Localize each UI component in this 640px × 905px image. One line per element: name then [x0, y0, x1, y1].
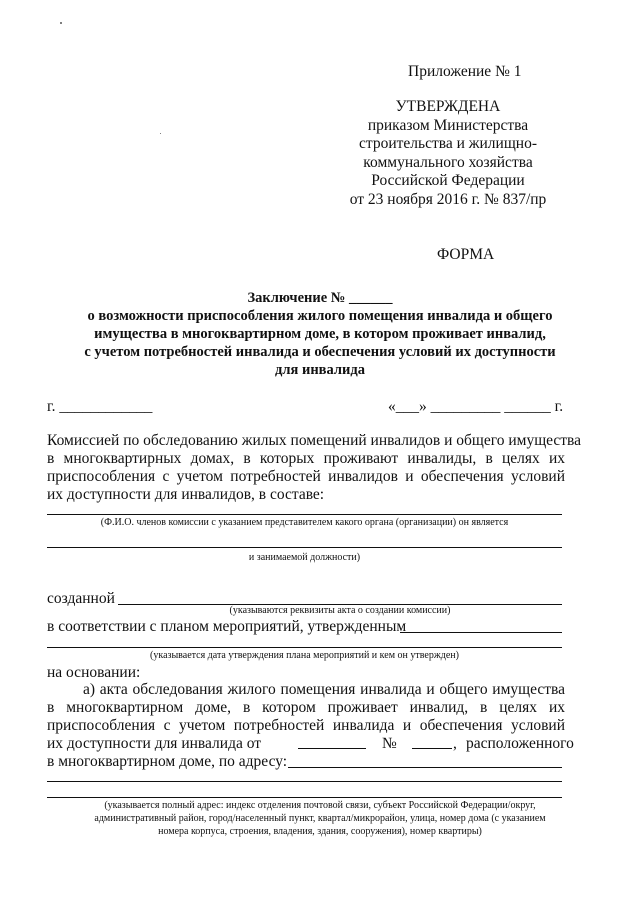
commission-text-line: их доступности для инвалидов, в составе:: [47, 486, 325, 503]
approved-heading: УТВЕРЖДЕНА: [395, 98, 501, 115]
title-line: имущества в многоквартирном доме, в котором проживает инвалид,: [94, 326, 546, 342]
commission-text-line: приспособления с учетом потребностей инвалидов и обеспечения условий: [47, 468, 565, 485]
fill-line: [298, 748, 366, 749]
basis-text-line: расположенного: [466, 735, 574, 752]
address-label: в многоквартирном доме, по адресу:: [47, 753, 288, 770]
basis-label: на основании:: [47, 664, 141, 681]
fill-line: [412, 748, 452, 749]
fill-line: [47, 797, 562, 798]
approval-line: строительства и жилищно-: [359, 135, 537, 152]
basis-text-line: приспособления с учетом потребностей инвалида и обеспечения условий: [47, 717, 565, 734]
approval-line: коммунального хозяйства: [363, 153, 533, 171]
fill-line: [47, 781, 562, 782]
scan-speck: [60, 22, 62, 24]
members-caption: (Ф.И.О. членов комиссии с указанием представителем какого органа (организации) он является: [100, 517, 509, 528]
scan-speck: [160, 133, 161, 134]
basis-text-line: а) акта обследования жилого помещения инвалида и общего имущества: [83, 681, 565, 698]
address-caption: номера корпуса, строения, владения, здания, сооружения), номер квартиры): [158, 826, 482, 837]
basis-text-line: их доступности для инвалида от: [47, 735, 262, 752]
basis-text-line: в многоквартирном доме, в котором проживает инвалид, в целях их: [47, 699, 565, 716]
plan-label: в соответствии с планом мероприятий, утвержденным: [47, 618, 407, 635]
approval-line: приказом Министерства: [367, 116, 529, 134]
fill-line: [47, 647, 562, 648]
title-line: с учетом потребностей инвалида и обеспечения условий их доступности: [84, 344, 556, 360]
appendix-label: Приложение № 1: [408, 63, 522, 80]
commission-text-line: Комиссией по обследованию жилых помещений инвалидов и общего имущества: [47, 432, 582, 449]
form-label: ФОРМА: [437, 246, 495, 263]
fill-line: [47, 514, 562, 515]
fill-line: [288, 767, 562, 768]
document-page: Приложение № 1 УТВЕРЖДЕНА приказом Министерства строительства и жилищно- коммунального хозяйства Российской Федерации от 23 ноября 2016 г. № 837/пр ФОРМА Заключение № ______ о возможности приспособления жилого помещения инвалида и общего имущества в многоквартирном доме, в котором проживает инвалид, с учетом потребностей инвалида и обеспечения условий их доступности для инвалида г. ____________ «___» _________ ______ г. Комиссией по обследованию жилых помещений инвалидов и общего имущества в многоквартирных домах, в которых проживают инвалиды, в целях их приспособления с учетом потребностей инвалидов и обеспечения условий их доступности для инвалидов, в составе: (Ф.И.О. членов комиссии с указанием представителем какого органа (организации) он является и занимаемой должности) созданной (указываются реквизиты акта о создании комиссии) в соответствии с планом мероприятий, утвержденным (указывается дата утверждения плана мероприятий и кем он утвержден) на основании: а) акта обследования жилого помещения инвалида и общего имущества в многоквартирном доме, в котором проживает инвалид, в целях их приспособления с учетом потребностей инвалида и обеспечения условий их доступности для инвалида от № , расположенного в многоквартирном доме, по адресу: (указывается полный адрес: индекс отделения почтовой связи, субъект Российской Федерации/округ, административный район, город/населенный пункт, квартал/микрорайон, улица, номер дома (с указанием номера корпуса, строения, владения, здания, сооружения), номер квартиры): [0, 0, 640, 905]
commission-text-line: в многоквартирных домах, в которых проживают инвалиды, в целях их: [47, 450, 565, 467]
approval-order-date: от 23 ноября 2016 г. № 837/пр: [349, 190, 547, 208]
conclusion-title: Заключение № ______: [247, 290, 393, 306]
fill-line: [400, 632, 562, 633]
created-label: созданной: [47, 590, 115, 607]
approval-block: [338, 98, 558, 209]
address-caption: административный район, город/населенный пункт, квартал/микрорайон, улица, номер дома (с указанием: [94, 813, 546, 824]
plan-caption: (указывается дата утверждения плана мероприятий и кем он утвержден): [150, 650, 459, 661]
address-caption: (указывается полный адрес: индекс отделения почтовой связи, субъект Российской Федерации/округ,: [104, 800, 536, 811]
number-sign: №: [382, 735, 397, 752]
date-field: «___» _________ ______ г.: [388, 398, 564, 415]
position-caption: и занимаемой должности): [248, 552, 361, 563]
title-line: для инвалида: [275, 362, 365, 378]
approval-line: Российской Федерации: [371, 172, 525, 189]
fill-line: [47, 547, 562, 548]
city-field: г. ____________: [47, 398, 153, 415]
act-caption: (указываются реквизиты акта о создании комиссии): [229, 605, 451, 616]
title-line: о возможности приспособления жилого помещения инвалида и общего: [87, 308, 553, 324]
